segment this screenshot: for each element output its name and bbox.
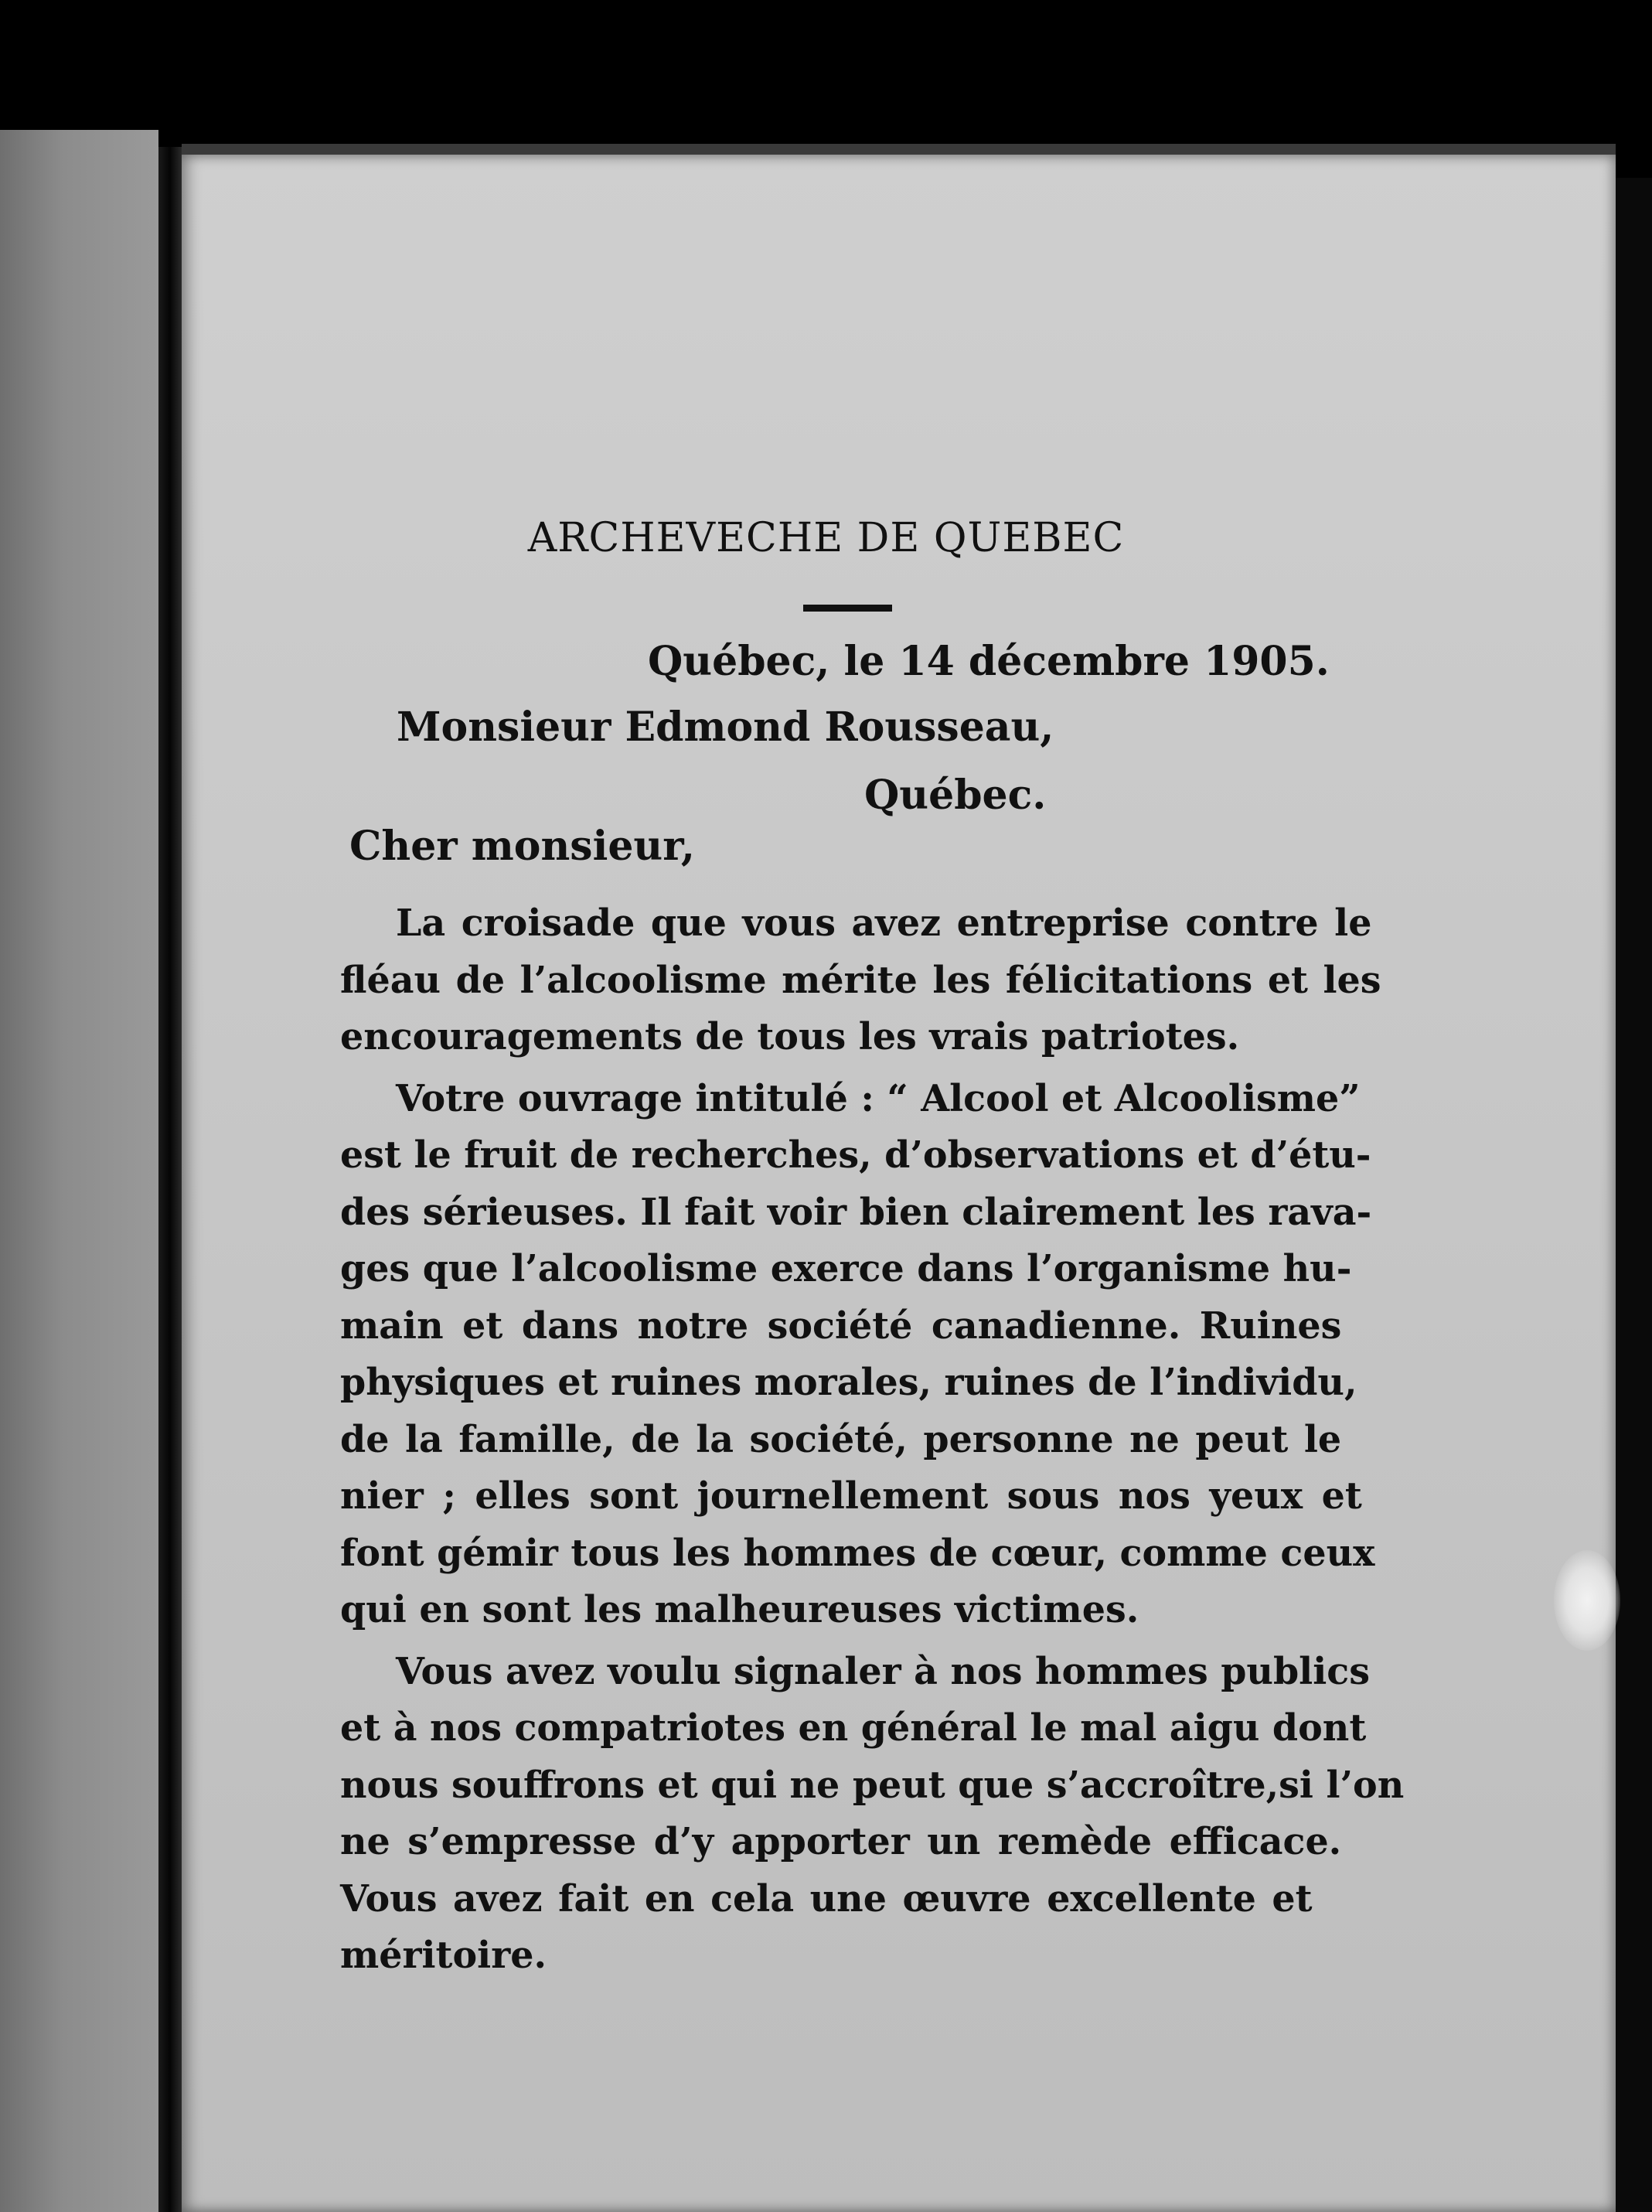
recipient-name: Monsieur Edmond Rousseau, [397, 704, 1054, 751]
body-line: ges que l’alcoolisme exerce dans l’organisme hu- [340, 1247, 1352, 1290]
paragraph [340, 895, 1381, 1066]
body-line: Vous avez fait en cela une œuvre excellente et [340, 1876, 1313, 1921]
body-line: méritoire. [340, 1934, 547, 1977]
paper-blemish [1554, 1550, 1620, 1651]
body-line: nous souffrons et qui ne peut que s’accroître,si l’on [340, 1763, 1405, 1807]
body-line: qui en sont les malheureuses victimes. [340, 1588, 1139, 1631]
body-line: main et dans notre société canadienne. Ruines [340, 1304, 1342, 1348]
body-line: de la famille, de la société, personne ne peut le [340, 1417, 1342, 1461]
body-line: des sérieuses. Il fait voir bien clairement les rava- [340, 1190, 1372, 1234]
letter-body [340, 895, 1405, 1985]
salutation: Cher monsieur, [349, 823, 695, 870]
body-line: Votre ouvrage intitulé : “ Alcool et Alcoolisme” [396, 1076, 1361, 1120]
body-line: est le fruit de recherches, d’observations et d’étu- [340, 1133, 1371, 1177]
book-gutter [158, 147, 182, 2212]
body-line: encouragements de tous les vrais patriotes. [340, 1015, 1240, 1058]
heading-rule [803, 605, 892, 612]
paragraph [340, 1071, 1375, 1639]
body-line: La croisade que vous avez entreprise contre le [396, 902, 1372, 945]
letter-dateline: Québec, le 14 décembre 1905. [648, 638, 1330, 685]
page-right-shadow [1616, 178, 1652, 2212]
body-line: fléau de l’alcoolisme mérite les félicitations et les [340, 958, 1381, 1002]
letter-heading: ARCHEVECHE DE QUEBEC [527, 515, 1125, 561]
body-line: Vous avez voulu signaler à nos hommes publics [396, 1649, 1370, 1693]
recipient-city: Québec. [864, 772, 1047, 819]
body-line: et à nos compatriotes en général le mal aigu dont [340, 1706, 1367, 1750]
facing-page-edge [0, 130, 158, 2212]
body-line: ne s’empresse d’y apporter un remède efficace. [340, 1820, 1342, 1863]
body-line: nier ; elles sont journellement sous nos yeux et [340, 1474, 1362, 1518]
paragraph [340, 1644, 1405, 1985]
body-line: font gémir tous les hommes de cœur, comme ceux [340, 1531, 1375, 1575]
body-line: physiques et ruines morales, ruines de l’individu, [340, 1361, 1357, 1404]
